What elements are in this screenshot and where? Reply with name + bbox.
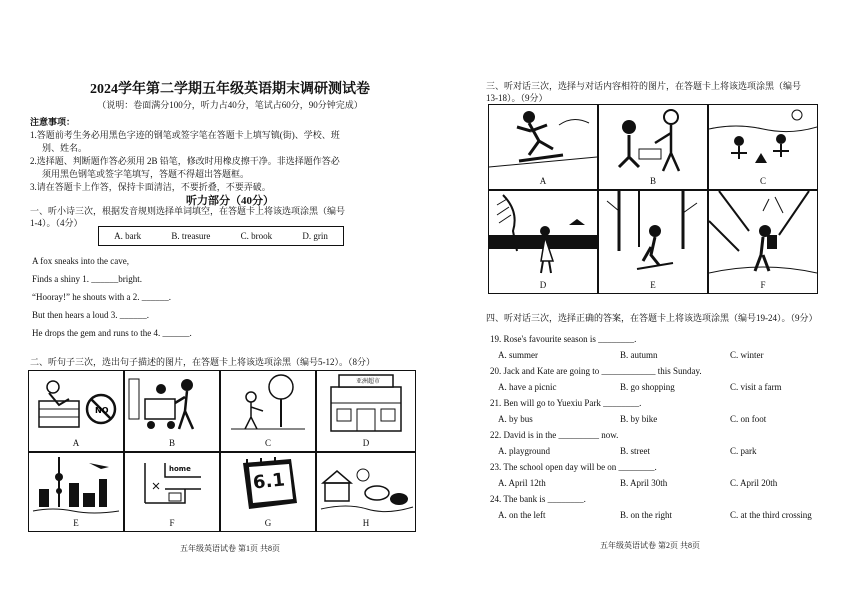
question-23: 23. The school open day will be on ________.: [490, 462, 657, 472]
listening-section-title: 听力部分（40分）: [186, 195, 274, 207]
poem-line: But then hears a loud 3. ______.: [32, 310, 149, 320]
note-line: 3.请在答题卡上作答，保持卡面清洁，不要折叠，不要弄破。: [30, 182, 271, 192]
picture-d-lake-walk: [488, 190, 598, 294]
answer-option: B. on the right: [620, 510, 672, 520]
notes-heading: 注意事项：: [30, 117, 76, 127]
answer-option: B. go shopping: [620, 382, 675, 392]
answer-option: C. at the third crossing: [730, 510, 812, 520]
poem-line: A fox sneaks into the cave,: [32, 256, 129, 266]
note-line: 别、姓名。: [42, 143, 88, 153]
word-option: D. grin: [302, 231, 328, 241]
picture-label: B: [168, 438, 175, 448]
part1-heading-line: 1-4）。（4分）: [30, 218, 83, 228]
picture-label: F: [169, 518, 175, 528]
picture-label: B: [649, 176, 656, 186]
exam-subtitle: （说明：卷面满分100分，听力占40分，笔试占60分，90分钟完成）: [97, 100, 363, 110]
note-line: 2.选择题、判断题作答必须用 2B 铅笔，修改时用橡皮擦干净。非选择题作答必: [30, 156, 340, 166]
note-line: 须用黑色钢笔或签字笔填写，答题不得超出答题框。: [42, 169, 250, 179]
answer-option: A. on the left: [498, 510, 546, 520]
picture-label: D: [362, 438, 370, 448]
answer-option: A. by bus: [498, 414, 533, 424]
word-option: A. bark: [114, 231, 142, 241]
part4-heading: 四、听对话三次，选择正确的答案，在答题卡上将该选项涂黑（编号19-24）。（9分）: [486, 313, 818, 323]
picture-f-hiking: [708, 190, 818, 294]
picture-label: F: [760, 280, 766, 290]
picture-label: D: [539, 280, 547, 290]
poem-line: Finds a shiny 1. ______bright.: [32, 274, 143, 284]
exam-title: 2024学年第二学期五年级英语期末调研测试卷: [90, 82, 370, 97]
part1-heading-line: 一、听小诗三次，根据发音规则选择单词填空，在答题卡上将该选项涂黑（编号: [30, 206, 346, 216]
shop-sign: 亚洲超市: [355, 378, 380, 385]
picture-label: H: [362, 518, 370, 528]
question-21: 21. Ben will go to Yuexiu Park ________.: [490, 398, 642, 408]
question-19: 19. Rose's favourite season is ________.: [490, 334, 637, 344]
question-22: 22. David is in the _________ now.: [490, 430, 619, 440]
word-option: B. treasure: [171, 231, 211, 241]
map-home-label: home: [169, 465, 191, 473]
poem-line: He drops the gem and runs to the 4. ______.: [32, 328, 192, 338]
notes-block: [30, 116, 415, 194]
answer-option: C. on foot: [730, 414, 767, 424]
answer-option: B. street: [620, 446, 650, 456]
svg-text:NO: NO: [95, 406, 109, 415]
picture-e-skiing: [598, 190, 708, 294]
picture-label: C: [264, 438, 271, 448]
page-footer: 五年级英语试卷 第1页 共8页: [180, 544, 280, 553]
answer-option: A. have a picnic: [498, 382, 557, 392]
question-20: 20. Jack and Kate are going to ____________ this Sunday.: [490, 366, 702, 376]
answer-option: C. park: [730, 446, 757, 456]
part3-heading: [486, 80, 856, 104]
answer-option: A. April 12th: [498, 478, 546, 488]
picture-label: E: [650, 280, 656, 290]
poem-line: “Hooray!” he shouts with a 2. ______.: [32, 292, 171, 302]
note-line: 1.答题前考生务必用黑色字迹的钢笔或签字笔在答题卡上填写镇(街)、学校、班: [30, 130, 340, 140]
picture-label: C: [759, 176, 766, 186]
picture-label: G: [264, 518, 272, 528]
answer-option: C. winter: [730, 350, 764, 360]
answer-option: A. summer: [498, 350, 538, 360]
word-option-box: [98, 226, 344, 246]
question-24: 24. The bank is ________.: [490, 494, 586, 504]
word-option: C. brook: [240, 231, 273, 241]
picture-label: E: [73, 518, 79, 528]
part3-heading-line: 13-18）。（9分）: [486, 93, 548, 103]
answer-option: A. playground: [498, 446, 550, 456]
answer-option: B. autumn: [620, 350, 658, 360]
calendar-date: 6.1: [251, 469, 286, 494]
answer-option: C. visit a farm: [730, 382, 782, 392]
picture-label: A: [539, 176, 547, 186]
page-footer: 五年级英语试卷 第2页 共8页: [600, 541, 700, 550]
part2-heading: 二、听句子三次，选出句子描述的图片，在答题卡上将该选项涂黑（编号5-12）。（8分）: [30, 357, 375, 367]
picture-label: A: [72, 438, 80, 448]
answer-option: C. April 20th: [730, 478, 778, 488]
exam-page-2: [430, 0, 860, 608]
part3-heading-line: 三、听对话三次，选择与对话内容相符的图片，在答题卡上将该选项涂黑（编号: [486, 81, 802, 91]
answer-option: B. April 30th: [620, 478, 668, 488]
answer-option: B. by bike: [620, 414, 658, 424]
